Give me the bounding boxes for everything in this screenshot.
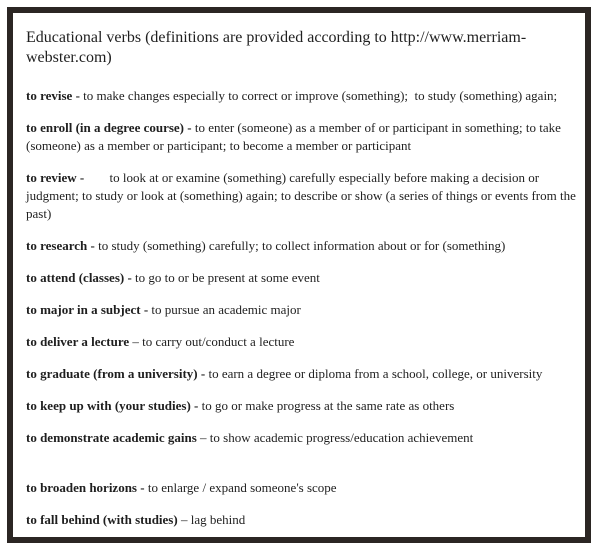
entry-term: to attend (classes) - bbox=[26, 270, 132, 285]
definition-entry-enroll bbox=[26, 119, 579, 155]
definition-entry-revise bbox=[26, 87, 579, 105]
entry-definition: to enter (someone) as a member of or participant in something; to take (someone) as a member or participant; to become a member or participant bbox=[26, 120, 565, 153]
definition-entry-fall-behind bbox=[26, 511, 579, 529]
entry-term: to review - bbox=[26, 170, 85, 185]
entry-term: to keep up with (your studies) - bbox=[26, 398, 199, 413]
entry-term: to major in a subject - bbox=[26, 302, 149, 317]
entry-term: to demonstrate academic gains bbox=[26, 430, 197, 445]
definition-entry-graduate bbox=[26, 365, 579, 383]
entry-term: to revise - bbox=[26, 88, 80, 103]
definition-entry-review bbox=[26, 169, 579, 223]
entry-term: to enroll (in a degree course) - bbox=[26, 120, 192, 135]
entry-definition: to look at or examine (something) carefully especially before making a decision or judgment; to study or look at (something) again; to describe or show (a series of things or events from the past) bbox=[26, 170, 580, 221]
definition-entry-keep-up bbox=[26, 397, 579, 415]
definition-entry-deliver bbox=[26, 333, 579, 351]
entry-definition: to make changes especially to correct or improve (something); to study (something) again; bbox=[83, 88, 558, 103]
document-title: Educational verbs (definitions are provided according to http://www.merriam-webster.com) bbox=[26, 29, 527, 66]
entry-definition: to earn a degree or diploma from a school, college, or university bbox=[208, 366, 543, 381]
tab-spacer bbox=[84, 181, 106, 182]
definition-entry-demonstrate bbox=[26, 429, 579, 447]
content-frame bbox=[7, 7, 591, 543]
definition-entry-major bbox=[26, 301, 579, 319]
definition-entry-attend bbox=[26, 269, 579, 287]
entry-definition: to go or make progress at the same rate as others bbox=[201, 398, 455, 413]
entry-term: to broaden horizons - bbox=[26, 480, 145, 495]
entry-definition: – to show academic progress/education achievement bbox=[200, 430, 474, 445]
entry-definition: to study (something) carefully; to collect information about or for (something) bbox=[98, 238, 506, 253]
definition-entry-research bbox=[26, 237, 579, 255]
entry-term: to deliver a lecture bbox=[26, 334, 130, 349]
entry-term: to graduate (from a university) - bbox=[26, 366, 206, 381]
entry-term: to fall behind (with studies) bbox=[26, 512, 178, 527]
entry-definition: – lag behind bbox=[180, 512, 246, 527]
entry-definition: to pursue an academic major bbox=[151, 302, 301, 317]
definition-entry-broaden bbox=[26, 479, 579, 497]
entry-definition: to enlarge / expand someone's scope bbox=[147, 480, 337, 495]
entry-definition: – to carry out/conduct a lecture bbox=[132, 334, 295, 349]
entry-definition: to go to or be present at some event bbox=[135, 270, 320, 285]
entry-term: to research - bbox=[26, 238, 95, 253]
